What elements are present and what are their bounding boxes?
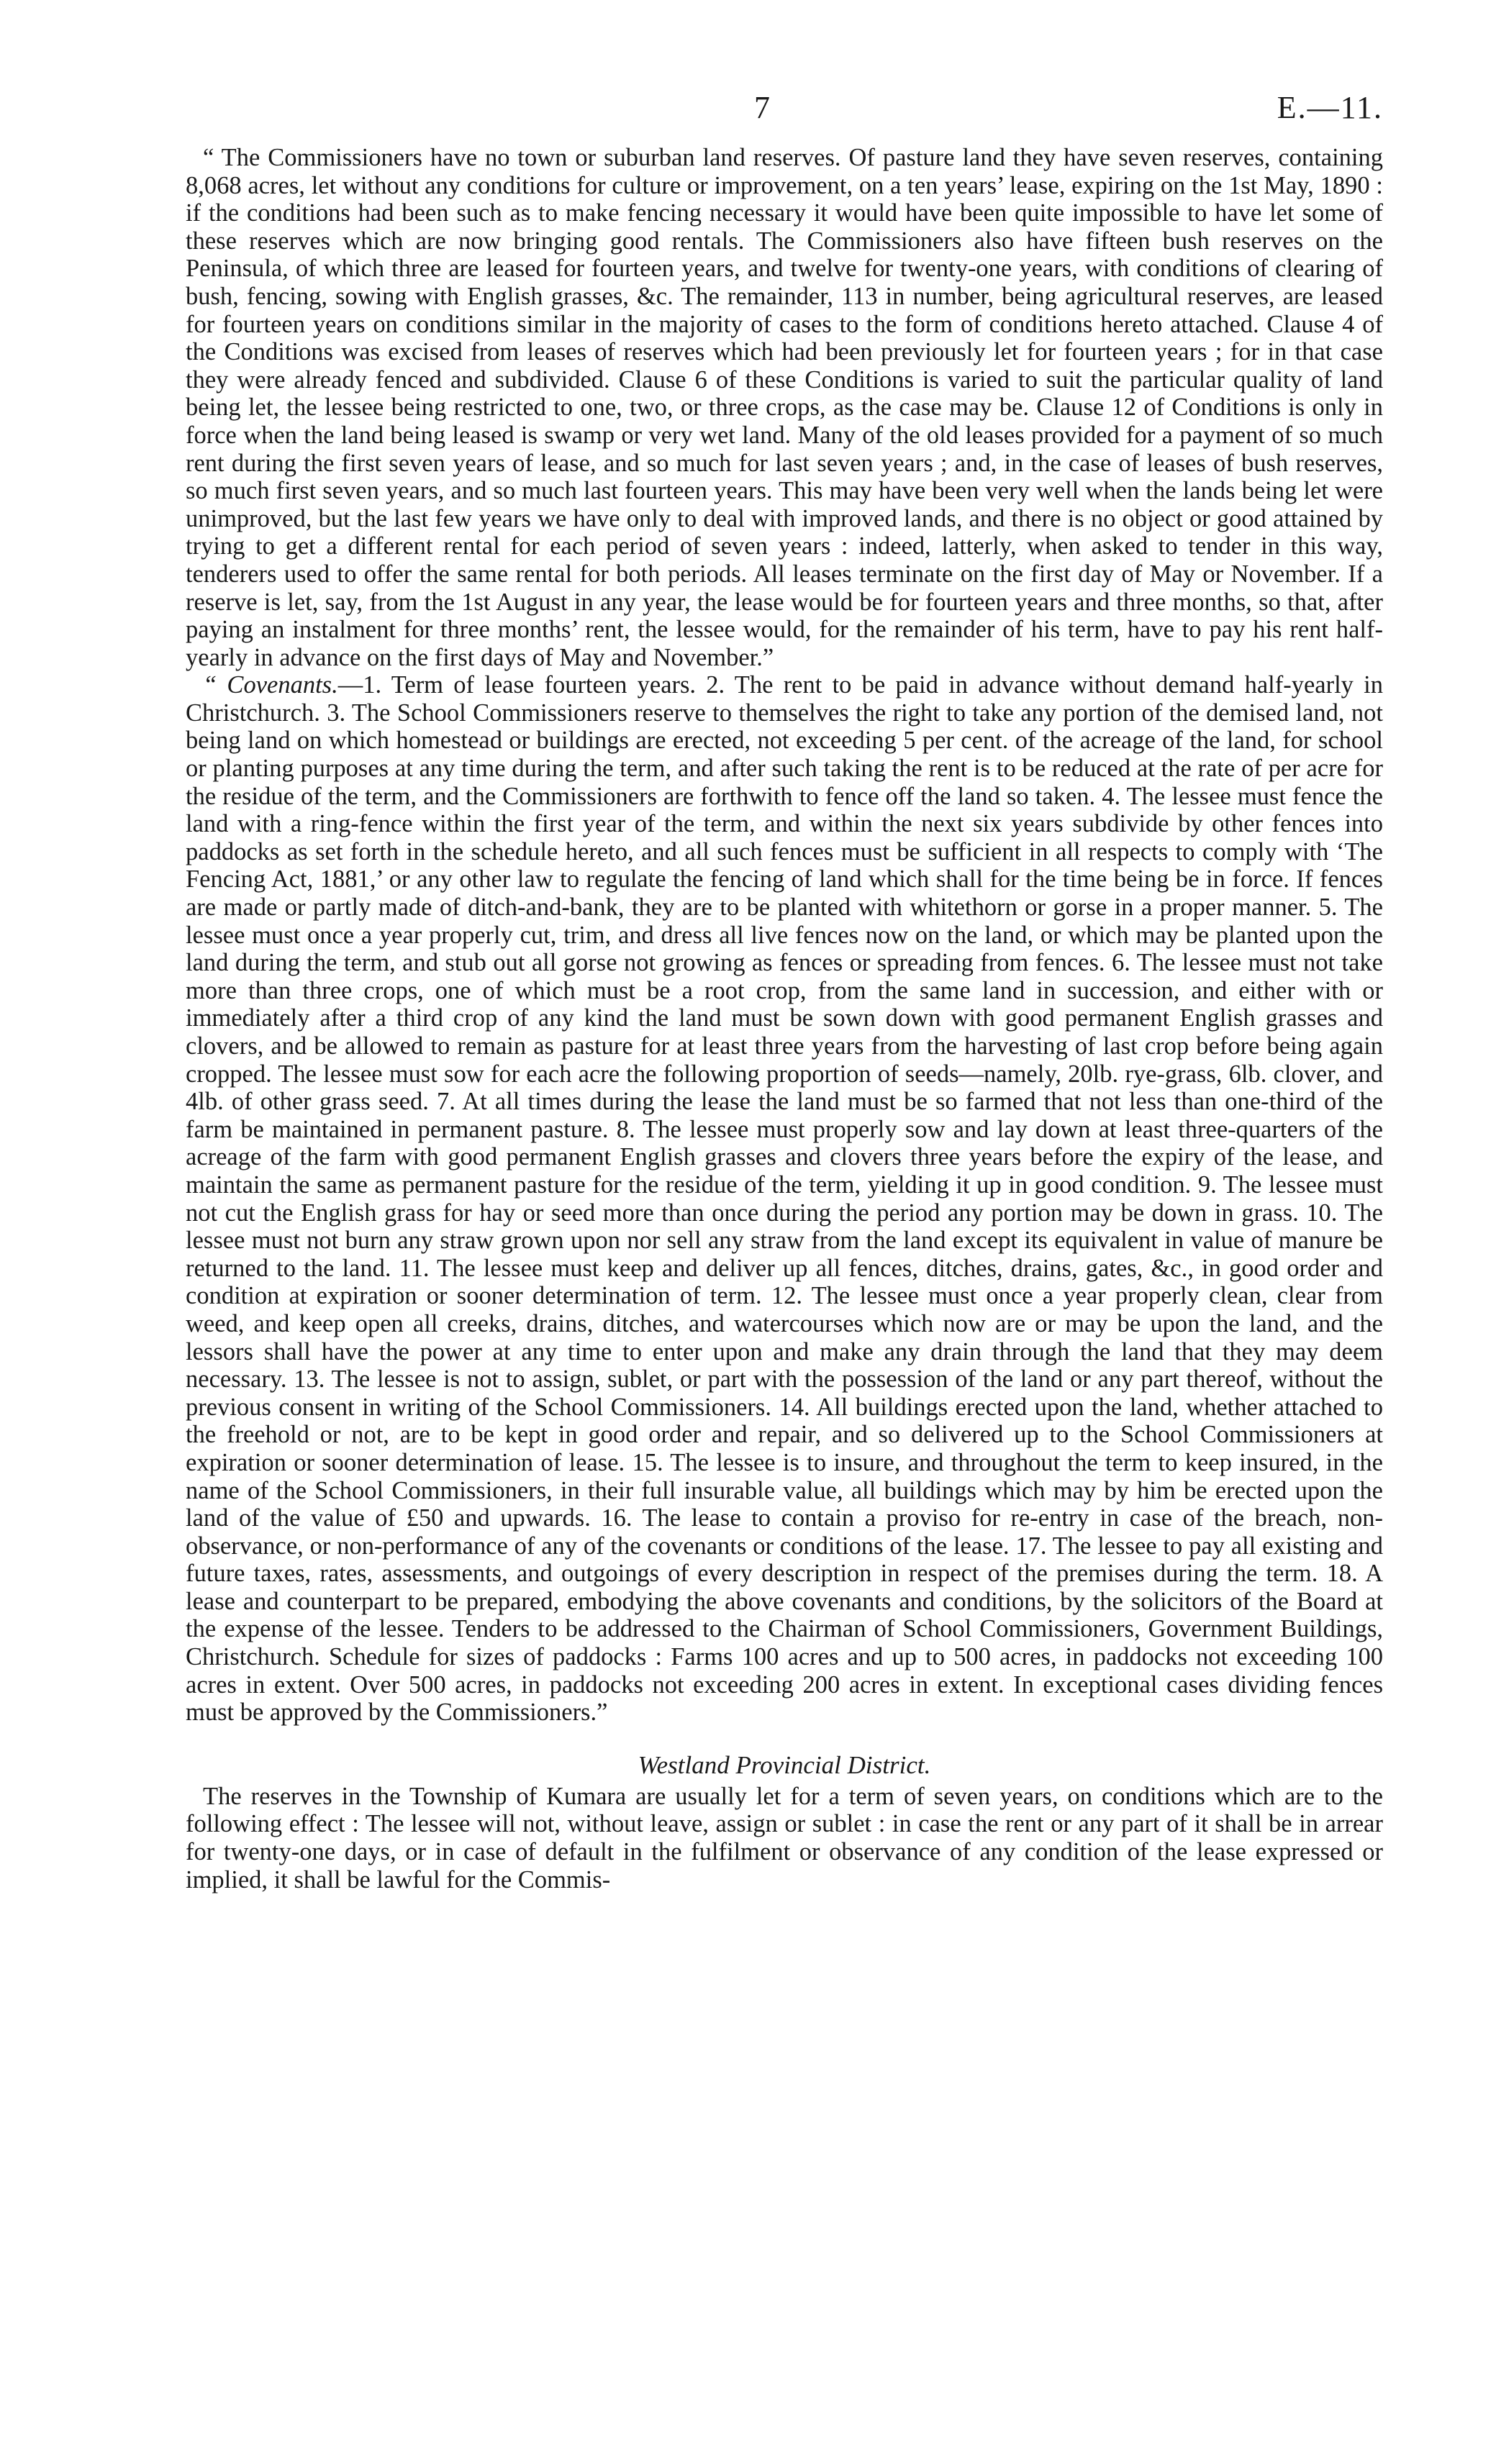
section-heading: Westland Provincial District.	[638, 1750, 931, 1779]
main-text	[186, 144, 1383, 1727]
page-number: 7	[754, 90, 770, 125]
section-text	[186, 1783, 1383, 1894]
page-header	[186, 86, 1383, 144]
covenants-body: —1. Term of lease fourteen years. 2. The rent to be paid in advance without demand half-yearly in Christchurch. 3. The School Commissioners reserve to themselves the right to take any portion of the demised land, not being land on which homestead or buildings are erected, not exceeding 5 per cent. of the acreage of the land, for school or planting purposes at any time during the term, and after such taking the rent is to be reduced at the rate of per acre for the residue of the term, and the Commissioners are forthwith to fence off the land so taken. 4. The lessee must fence the land with a ring-fence within the first year of the term, and within the next six years subdivide by other fences into paddocks as set forth in the schedule hereto, and all such fences must be sufficient in all respects to comply with ‘The Fencing Act, 1881,’ or any other law to regulate the fencing of land which shall for the time being be in force. If fences are made or partly made of ditch-and-bank, they are to be planted with whitethorn or gorse in a proper manner. 5. The lessee must once a year properly cut, trim, and dress all live fences now on the land, or which may be planted upon the land during the term, and stub out all gorse not growing as fences or spreading from fences. 6. The lessee must not take more than three crops, one of which must be a root crop, from the same land in succession, and either with or immediately after a third crop of any kind the land must be sown down with good permanent English grasses and clovers, and be allowed to remain as pasture for at least three years from the harvesting of last crop before being again cropped. The lessee must sow for each acre the following proportion of seeds—namely, 20lb. rye-grass, 6lb. clover, and 4lb. of other grass seed. 7. At all times during the lease the land must be so farmed that not less than one-third of the farm be maintained in permanent pasture. 8. The lessee must properly sow and lay down at least three-quarters of the acreage of the farm with good permanent English grasses and clovers three years before the expiry of the lease, and maintain the same as permanent pasture for the residue of the term, yielding it up in good condition. 9. The lessee must not cut the English grass for hay or seed more than once during the period any portion may be down in grass. 10. The lessee must not burn any straw grown upon nor sell any straw from the land except its equivalent in value of manure be returned to the land. 11. The lessee must keep and deliver up all fences, ditches, drains, gates, &c., in good order and condition at expiration or sooner determination of term. 12. The lessee must once a year properly clean, clear from weed, and keep open all creeks, drains, ditches, and watercourses which now are or may be upon the land, and the lessors shall have the power at any time to enter upon and make any drain through the land that they may deem necessary. 13. The lessee is not to assign, sublet, or part with the possession of the land or any part thereof, without the previous consent in writing of the School Commissioners. 14. All buildings erected upon the land, whether attached to the freehold or not, are to be kept in good order and repair, and so delivered up to the School Commissioners at expiration or sooner determination of lease. 15. The lessee is to insure, and throughout the term to keep insured, in the name of the School Commissioners, in their full insurable value, all buildings which may by him be erected upon the land of the value of £50 and upwards. 16. The lease to contain a proviso for re-entry in case of the breach, non-observance, or non-performance of any of the covenants or conditions of the lease. 17. The lessee to pay all existing and future taxes, rates, assessments, and outgoings of every description in respect of the premises during the term. 18. A lease and counterpart to be prepared, embodying the above covenants and conditions, by the solicitors of the Board at the expense of the lessee. Tenders to be addressed to the Chairman of School Commissioners, Government Buildings, Christchurch. Schedule for sizes of paddocks : Farms 100 acres and up to 500 acres, in paddocks not exceeding 100 acres in extent. Over 500 acres, in paddocks not exceeding 200 acres in extent. In exceptional cases dividing fences must be approved by the Commissioners.”	[186, 671, 1383, 1727]
covenants-lead-in: “ Covenants.	[203, 671, 338, 699]
covenants-paragraph	[186, 671, 1383, 1727]
document-reference: E.—11.	[1277, 90, 1383, 125]
commissioners-paragraph: “ The Commissioners have no town or suburban land reserves. Of pasture land they have seven reserves, containing 8,068 acres, let without any conditions for culture or improvement, on a ten years’ lease, expiring on the 1st May, 1890 : if the conditions had been such as to make fencing necessary it would have been quite impossible to have let some of these reserves which are now bringing good rentals. The Commissioners also have fifteen bush reserves on the Peninsula, of which three are leased for fourteen years, and twelve for twenty-one years, with conditions of clearing of bush, fencing, sowing with English grasses, &c. The remainder, 113 in number, being agricultural reserves, are leased for fourteen years on conditions similar in the majority of cases to the form of conditions hereto attached. Clause 4 of the Conditions was excised from leases of reserves which had been previously let for fourteen years ; for in that case they were already fenced and subdivided. Clause 6 of these Conditions is varied to suit the particular quality of land being let, the lessee being restricted to one, two, or three crops, as the case may be. Clause 12 of Conditions is only in force when the land being leased is swamp or very wet land. Many of the old leases provided for a payment of so much rent during the first seven years of lease, and so much for last seven years ; and, in the case of leases of bush reserves, so much first seven years, and so much last fourteen years. This may have been very well when the lands being let were unimproved, but the last few years we have only to deal with improved lands, and there is no object or good attained by trying to get a different rental for each period of seven years : indeed, latterly, when asked to tender in this way, tenderers used to offer the same rental for both periods. All leases terminate on the first day of May or November. If a reserve is let, say, from the 1st August in any year, the lease would be for fourteen years and three months, so that, after paying an instalment for three months’ rent, the lessee would, for the remainder of his term, have to pay his rent half-yearly in advance on the first days of May and November.”	[186, 144, 1383, 671]
document-page	[186, 86, 1383, 1894]
westland-paragraph: The reserves in the Township of Kumara are usually let for a term of seven years, on conditions which are to the following effect : The lessee will not, without leave, assign or sublet : in case the rent or any part of it shall be in arrear for twenty-one days, or in case of default in the fulfilment or observance of any condition of the lease expressed or implied, it shall be lawful for the Commis-	[186, 1782, 1383, 1894]
